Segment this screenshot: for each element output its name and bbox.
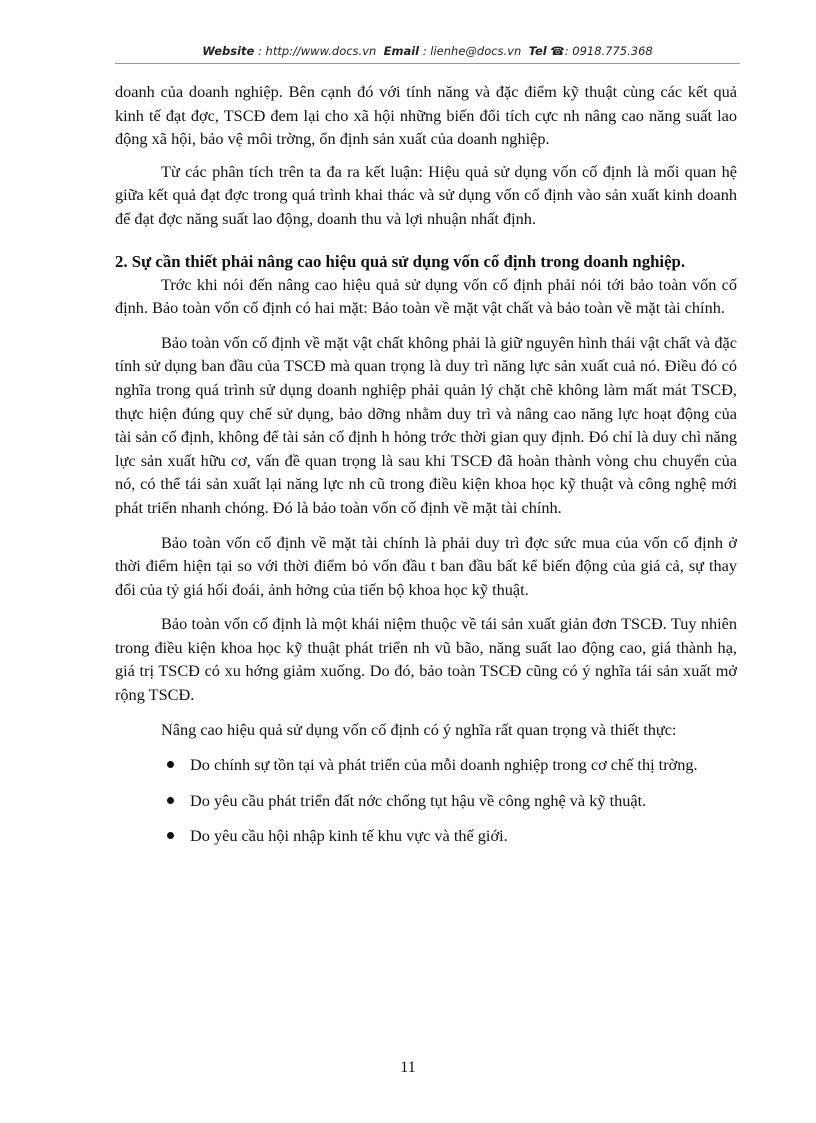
section-heading: 2. Sự cần thiết phải nâng cao hiệu quả sử dụng vốn cố định trong doanh nghiệp.	[115, 251, 686, 271]
list-item	[115, 824, 737, 848]
paragraph-1: doanh của doanh nghiệp. Bên cạnh đó với tính năng và đặc điểm kỹ thuật cùng các kết quả kinh tế đạt đợc, TSCĐ đem lại cho xã hội những biến đổi tích cực nh nâng cao năng suất lao động xã hội, bảo vệ môi trờng, ổn định sản xuất của doanh nghiệp.	[115, 82, 737, 149]
bullet-list	[115, 753, 737, 848]
tel-value: : 0918.775.368	[564, 44, 653, 58]
paragraph-4: Bảo toàn vốn cố định về mặt vật chất không phải là giữ nguyên hình thái vật chất và đặc tính sử dụng ban đầu của TSCĐ mà quan trọng là duy trì năng lực sản xuất cuả nó. Điều đó có nghĩa trong quá trình sử dụng doanh nghiệp phải quản lý chặt chẽ không làm mất mát TSCĐ, thực hiện đúng quy chế sử dụng, bảo dỡng nhằm duy trì và nâng cao năng lực hoạt động của tài sản cố định, không để tài sản cố định h hỏng trớc thời gian quy định. Đó chỉ là duy chì năng lực sản xuất hữu cơ, vấn đề quan trọng là sau khi TSCĐ đã hoàn thành vòng chu chuyển của nó, có thể tái sản xuất lại năng lực nh cũ trong điều kiện khoa học kỹ thuật và công nghệ mới phát triển nhanh chóng. Đó là bảo toàn vốn cố định về mặt tài chính.	[115, 332, 737, 517]
page-header	[115, 44, 740, 58]
document-body	[115, 80, 737, 860]
website-label: Website	[202, 44, 255, 58]
bullet-icon	[167, 761, 174, 768]
website-value: : http://www.docs.vn	[258, 44, 377, 58]
paragraph-3: Trớc khi nói đến nâng cao hiệu quả sử dụng vốn cố định phải nói tới bảo toàn vốn cố định. Bảo toàn vốn cố định có hai mặt: Bảo toàn về mặt vật chất và bảo toàn về mặt tài chính.	[115, 274, 737, 318]
bullet-icon	[167, 832, 174, 839]
email-label: Email	[383, 44, 420, 58]
tel-label: Tel	[528, 44, 547, 58]
paragraph-2: Từ các phân tích trên ta đa ra kết luận: Hiệu quả sử dụng vốn cố định là mối quan hệ giữa kết quả đạt đợc trong quá trình khai thác và sử dụng vốn cố định vào sản xuất kinh doanh để đạt đợc năng suất lao động, doanh thu và lợi nhuận nhất định.	[115, 161, 737, 228]
header-divider	[115, 63, 740, 64]
paragraph-5: Bảo toàn vốn cố định về mặt tài chính là phải duy trì đợc sức mua của vốn cố định ở thời điểm hiện tại so với thời điểm bỏ vốn đầu t ban đầu bất kể biến động của giá cả, sự thay đổi của tỷ giá hối đoái, ảnh hởng của tiến bộ khoa học kỹ thuật.	[115, 532, 737, 599]
paragraph-6: Bảo toàn vốn cố định là một khái niệm thuộc về tái sản xuất giản đơn TSCĐ. Tuy nhiên trong điều kiện khoa học kỹ thuật phát triển nh vũ bão, năng suất lao động cao, giá thành hạ, giá trị TSCĐ có xu hớng giảm xuống. Do đó, bảo toàn TSCĐ cũng có ý nghĩa tái sản xuất mở rộng TSCĐ.	[115, 614, 737, 705]
list-item-text: Do chính sự tồn tại và phát triển của mỗi doanh nghiệp trong cơ chế thị trờng.	[190, 755, 698, 775]
bullet-icon	[167, 797, 174, 804]
list-item	[115, 789, 737, 813]
list-item-text: Do yêu cầu hội nhập kinh tế khu vực và thế giới.	[190, 826, 508, 846]
paragraph-7: Nâng cao hiệu quả sử dụng vốn cố định có ý nghĩa rất quan trọng và thiết thực:	[161, 719, 677, 739]
list-item	[115, 753, 737, 777]
list-item-text: Do yêu cầu phát triển đất nớc chống tụt hậu về công nghệ và kỹ thuật.	[190, 790, 647, 810]
phone-icon: ☎	[550, 44, 565, 58]
page-number: 11	[400, 1059, 416, 1076]
email-value: : lienhe@docs.vn	[422, 44, 522, 58]
